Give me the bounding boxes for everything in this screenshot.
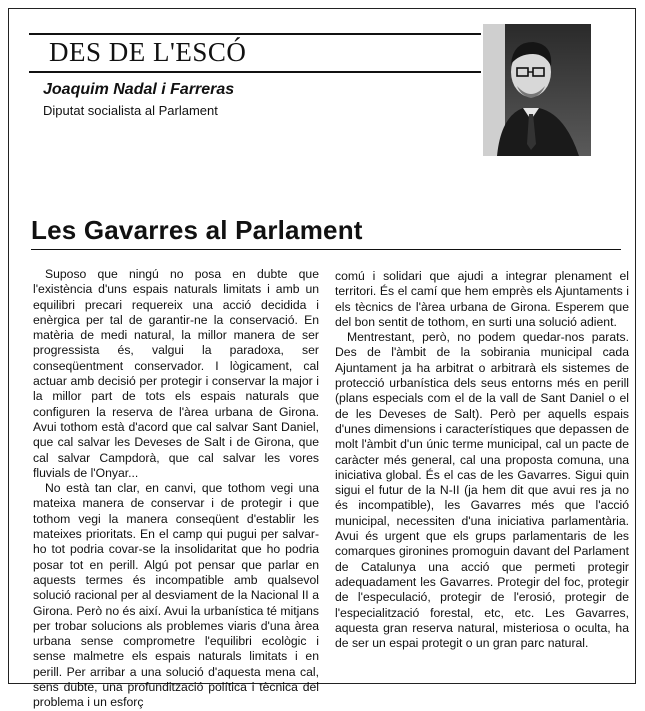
newspaper-clipping: [8, 8, 636, 710]
author-photo: [483, 24, 591, 156]
author-role: Diputat socialista al Parlament: [43, 103, 218, 118]
paragraph: No està tan clar, en canvi, que tothom vegi una mateixa manera de conservar i de protegir i que tothom vegi la manera conseqüent d'establir les mateixes prioritats. En el camp qui pugui per salvar-ho tot podria covar-se la insolidaritat que ho podria posar tot en perill. Algú pot pensar que parlar en aquests termes és incompatible amb qualsevol solució racional per al desviament de la Nacional II a Girona. Però no és així. Avui la urbanística té mitjans per trobar solucions als problemes viaris d'una àrea urbana sense comprometre l'equilibri ecològic i sense malmetre els espais naturals limitats i en perill. Per arribar a una solució d'aquesta mena cal, sens dubte, una profundització política i tècnica del problema i un esforç: [33, 481, 319, 710]
paragraph-continuation: comú i solidari que ajudi a integrar plenament el territori. És el camí que hem emprès els Ajuntaments i els tècnics de l'àrea urbana de Girona. Esperem que del bon sentit de tothom, en surti una solució adient.: [335, 269, 629, 329]
article-column-right: [335, 269, 629, 651]
paragraph: Suposo que ningú no posa en dubte que l'existència d'uns espais naturals limitats i amb un equilibri precari requereix una acció decidida i enèrgica per tal de garantir-ne la conservació. En matèria de medi natural, la millor manera de ser progressista és, valgui la paradoxa, ser conseqüentment conservador. I lògicament, cal actuar amb decisió per protegir i conservar la major i la millor part de tots els espais naturals que configuren la reserva de l'àrea urbana de Girona. Avui tothom està d'acord que cal salvar Sant Daniel, que cal salvar les Deveses de Salt i de Girona, que cal salvar Campdorà, que cal salvar les vores fluvials de l'Onyar...: [33, 267, 319, 480]
author-portrait-image: [483, 24, 591, 156]
article-column-left: [33, 267, 319, 711]
column-title: DES DE L'ESCÓ: [49, 37, 247, 67]
headline-divider: [31, 249, 621, 250]
paragraph: Mentrestant, però, no podem quedar-nos parats. Des de l'àmbit de la sobirania municipal cada Ajuntament ja ha arbitrat o arbitrarà els sistemes de protecció urbanística dels seus entorns més en perill (plans especials com el de la vall de Sant Daniel o el de les Deveses de Salt). Però per aquells espais d'unes dimensions i característiques que depassen de molt l'àmbit d'un únic terme municipal, cal un pacte de caràcter més general, cal una proposta comuna, una iniciativa global. És el cas de les Gavarres. Sigui quin sigui el futur de la N-II (ja hem dit que avui res ja no és incompatible), les Gavarres més que l'acció municipal, necessiten d'una iniciativa parlamentària. Avui és urgent que els grups parlamentaris de les comarques gironines promoguin davant del Parlament de Catalunya una acció que permeti protegir adequadament les Gavarres. Protegir del foc, protegir de l'especulació, protegir de l'erosió, protegir de l'especialització forestal, etc, etc. Les Gavarres, aquesta gran reserva natural, misteriosa o oculta, ha de ser un espai protegit o un gran parc natural.: [335, 330, 629, 651]
author-name: Joaquim Nadal i Farreras: [43, 81, 235, 98]
column-heading-bar: [29, 33, 481, 73]
article-headline: Les Gavarres al Parlament: [31, 215, 363, 245]
